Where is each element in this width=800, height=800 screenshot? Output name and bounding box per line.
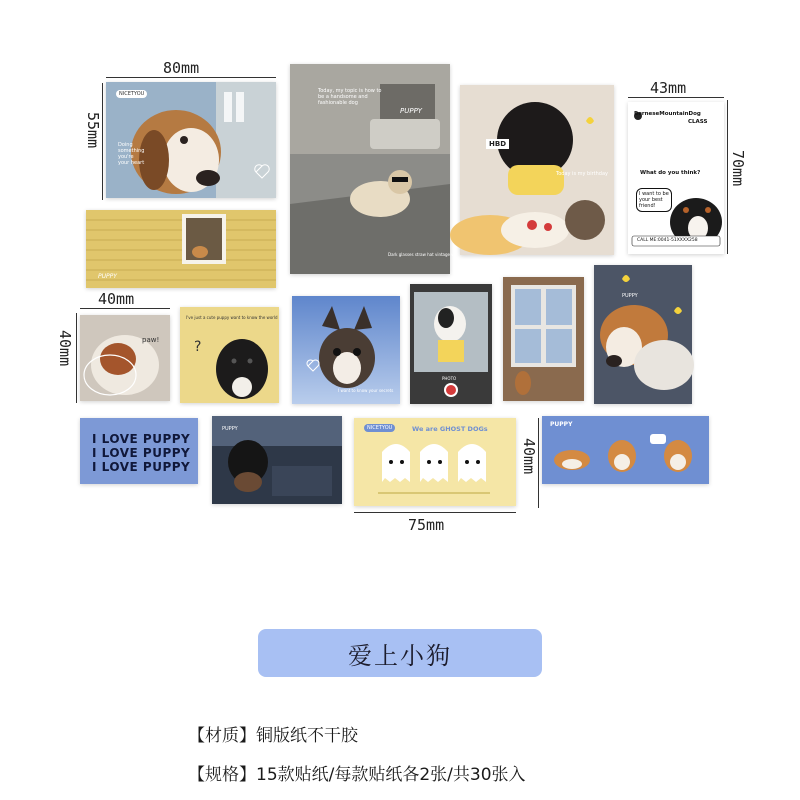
ghost-badge: NICETYOU <box>364 424 395 432</box>
dim-mid-height: 40mm <box>56 330 74 367</box>
camera-photo <box>410 284 492 404</box>
sticker-window-door <box>503 277 584 401</box>
spec-material: 【材质】铜版纸不干胶 <box>188 726 358 746</box>
i-love-puppy-line-2: I LOVE PUPPY <box>92 446 191 460</box>
ghost-title: We are GHOST DOGs <box>412 425 488 433</box>
sticker-window-yellow <box>86 210 276 288</box>
dim-mid-width: 40mm <box>98 290 135 308</box>
dim-right-width: 43mm <box>650 79 687 97</box>
sticker-beagle-lying <box>594 265 692 404</box>
svg-text:?: ? <box>194 339 202 355</box>
bernese-question: What do you think? <box>640 170 701 176</box>
hbd-caption: Today is my birthday <box>556 171 608 177</box>
bernese-phone: CALL ME:0041-51XXXX258 <box>637 238 698 243</box>
sticker-street <box>290 64 460 274</box>
window-door-photo <box>503 277 584 401</box>
bernese-photo <box>628 102 724 254</box>
sticker-chihuahua <box>292 296 400 404</box>
paw-label: paw! <box>142 336 160 344</box>
street-photo <box>290 64 450 274</box>
beagle-lying-photo <box>594 265 692 404</box>
i-love-puppy-text <box>92 432 190 474</box>
paw-photo <box>80 315 170 401</box>
hbd-photo <box>460 85 614 255</box>
bernese-title: BerneseMountainDog <box>634 111 701 117</box>
camera-label: PHOTO <box>442 376 457 381</box>
dim-top-height-line <box>102 83 103 200</box>
dim-mid-height-line <box>76 313 77 403</box>
spec-size: 【规格】15款贴纸/每款贴纸各2张/共30张入 <box>188 765 526 785</box>
street-line-2: be a handsome and <box>318 94 368 100</box>
sticker-camera <box>410 284 492 404</box>
sticker-corgi <box>542 416 709 484</box>
i-love-puppy-line-1: I LOVE PUPPY <box>92 432 191 446</box>
sticker-beagle <box>106 82 276 198</box>
sticker-bernese <box>628 102 724 254</box>
corgi-label: PUPPY <box>550 421 573 428</box>
sticker-dark-dog <box>212 416 342 504</box>
street-footer: Dark glasses straw hat vintage vest <box>388 252 460 257</box>
product-title: 爱上小狗 <box>348 641 452 670</box>
chihuahua-caption: I want to know your secrets <box>338 388 394 393</box>
dim-right-width-line <box>628 97 724 98</box>
street-line-1: Today, my topic is how to <box>318 88 382 94</box>
dim-bottom-height: 40mm <box>520 438 538 475</box>
dark-dog-label: PUPPY <box>222 426 238 432</box>
street-label: PUPPY <box>400 107 423 115</box>
cute-puppy-photo <box>180 307 279 403</box>
dim-right-height-line <box>727 100 728 254</box>
bernese-subtitle: CLASS <box>688 119 708 125</box>
beagle-badge: NICETYOU <box>116 90 147 98</box>
sticker-i-love-puppy <box>80 418 198 484</box>
sticker-hbd <box>460 85 614 255</box>
hbd-badge: HBD <box>486 139 509 149</box>
street-line-3: fashionable dog <box>318 100 358 106</box>
dim-top-height: 55mm <box>84 112 102 149</box>
beagle-caption: Doing something you're your heart <box>118 142 145 166</box>
dim-bottom-width-line <box>354 512 516 513</box>
sticker-ghost <box>354 418 516 506</box>
dim-top-width: 80mm <box>163 59 200 77</box>
sticker-cute-puppy <box>180 307 279 403</box>
bernese-bubble: I want to be your best friend! <box>636 188 672 212</box>
i-love-puppy-line-3: I LOVE PUPPY <box>92 460 191 474</box>
beagle-lying-label: PUPPY <box>622 293 638 299</box>
sticker-paw <box>80 315 170 401</box>
dim-bottom-height-line <box>538 418 539 508</box>
product-title-box <box>258 629 542 677</box>
beagle-photo <box>106 82 276 198</box>
window-yellow-label: PUPPY <box>98 273 117 280</box>
dim-top-width-line <box>106 77 276 78</box>
cute-puppy-caption: I've just a cute puppy want to know the world <box>186 315 278 320</box>
dim-bottom-width: 75mm <box>408 516 445 534</box>
dim-mid-width-line <box>80 308 170 309</box>
dim-right-height: 70mm <box>729 150 747 187</box>
